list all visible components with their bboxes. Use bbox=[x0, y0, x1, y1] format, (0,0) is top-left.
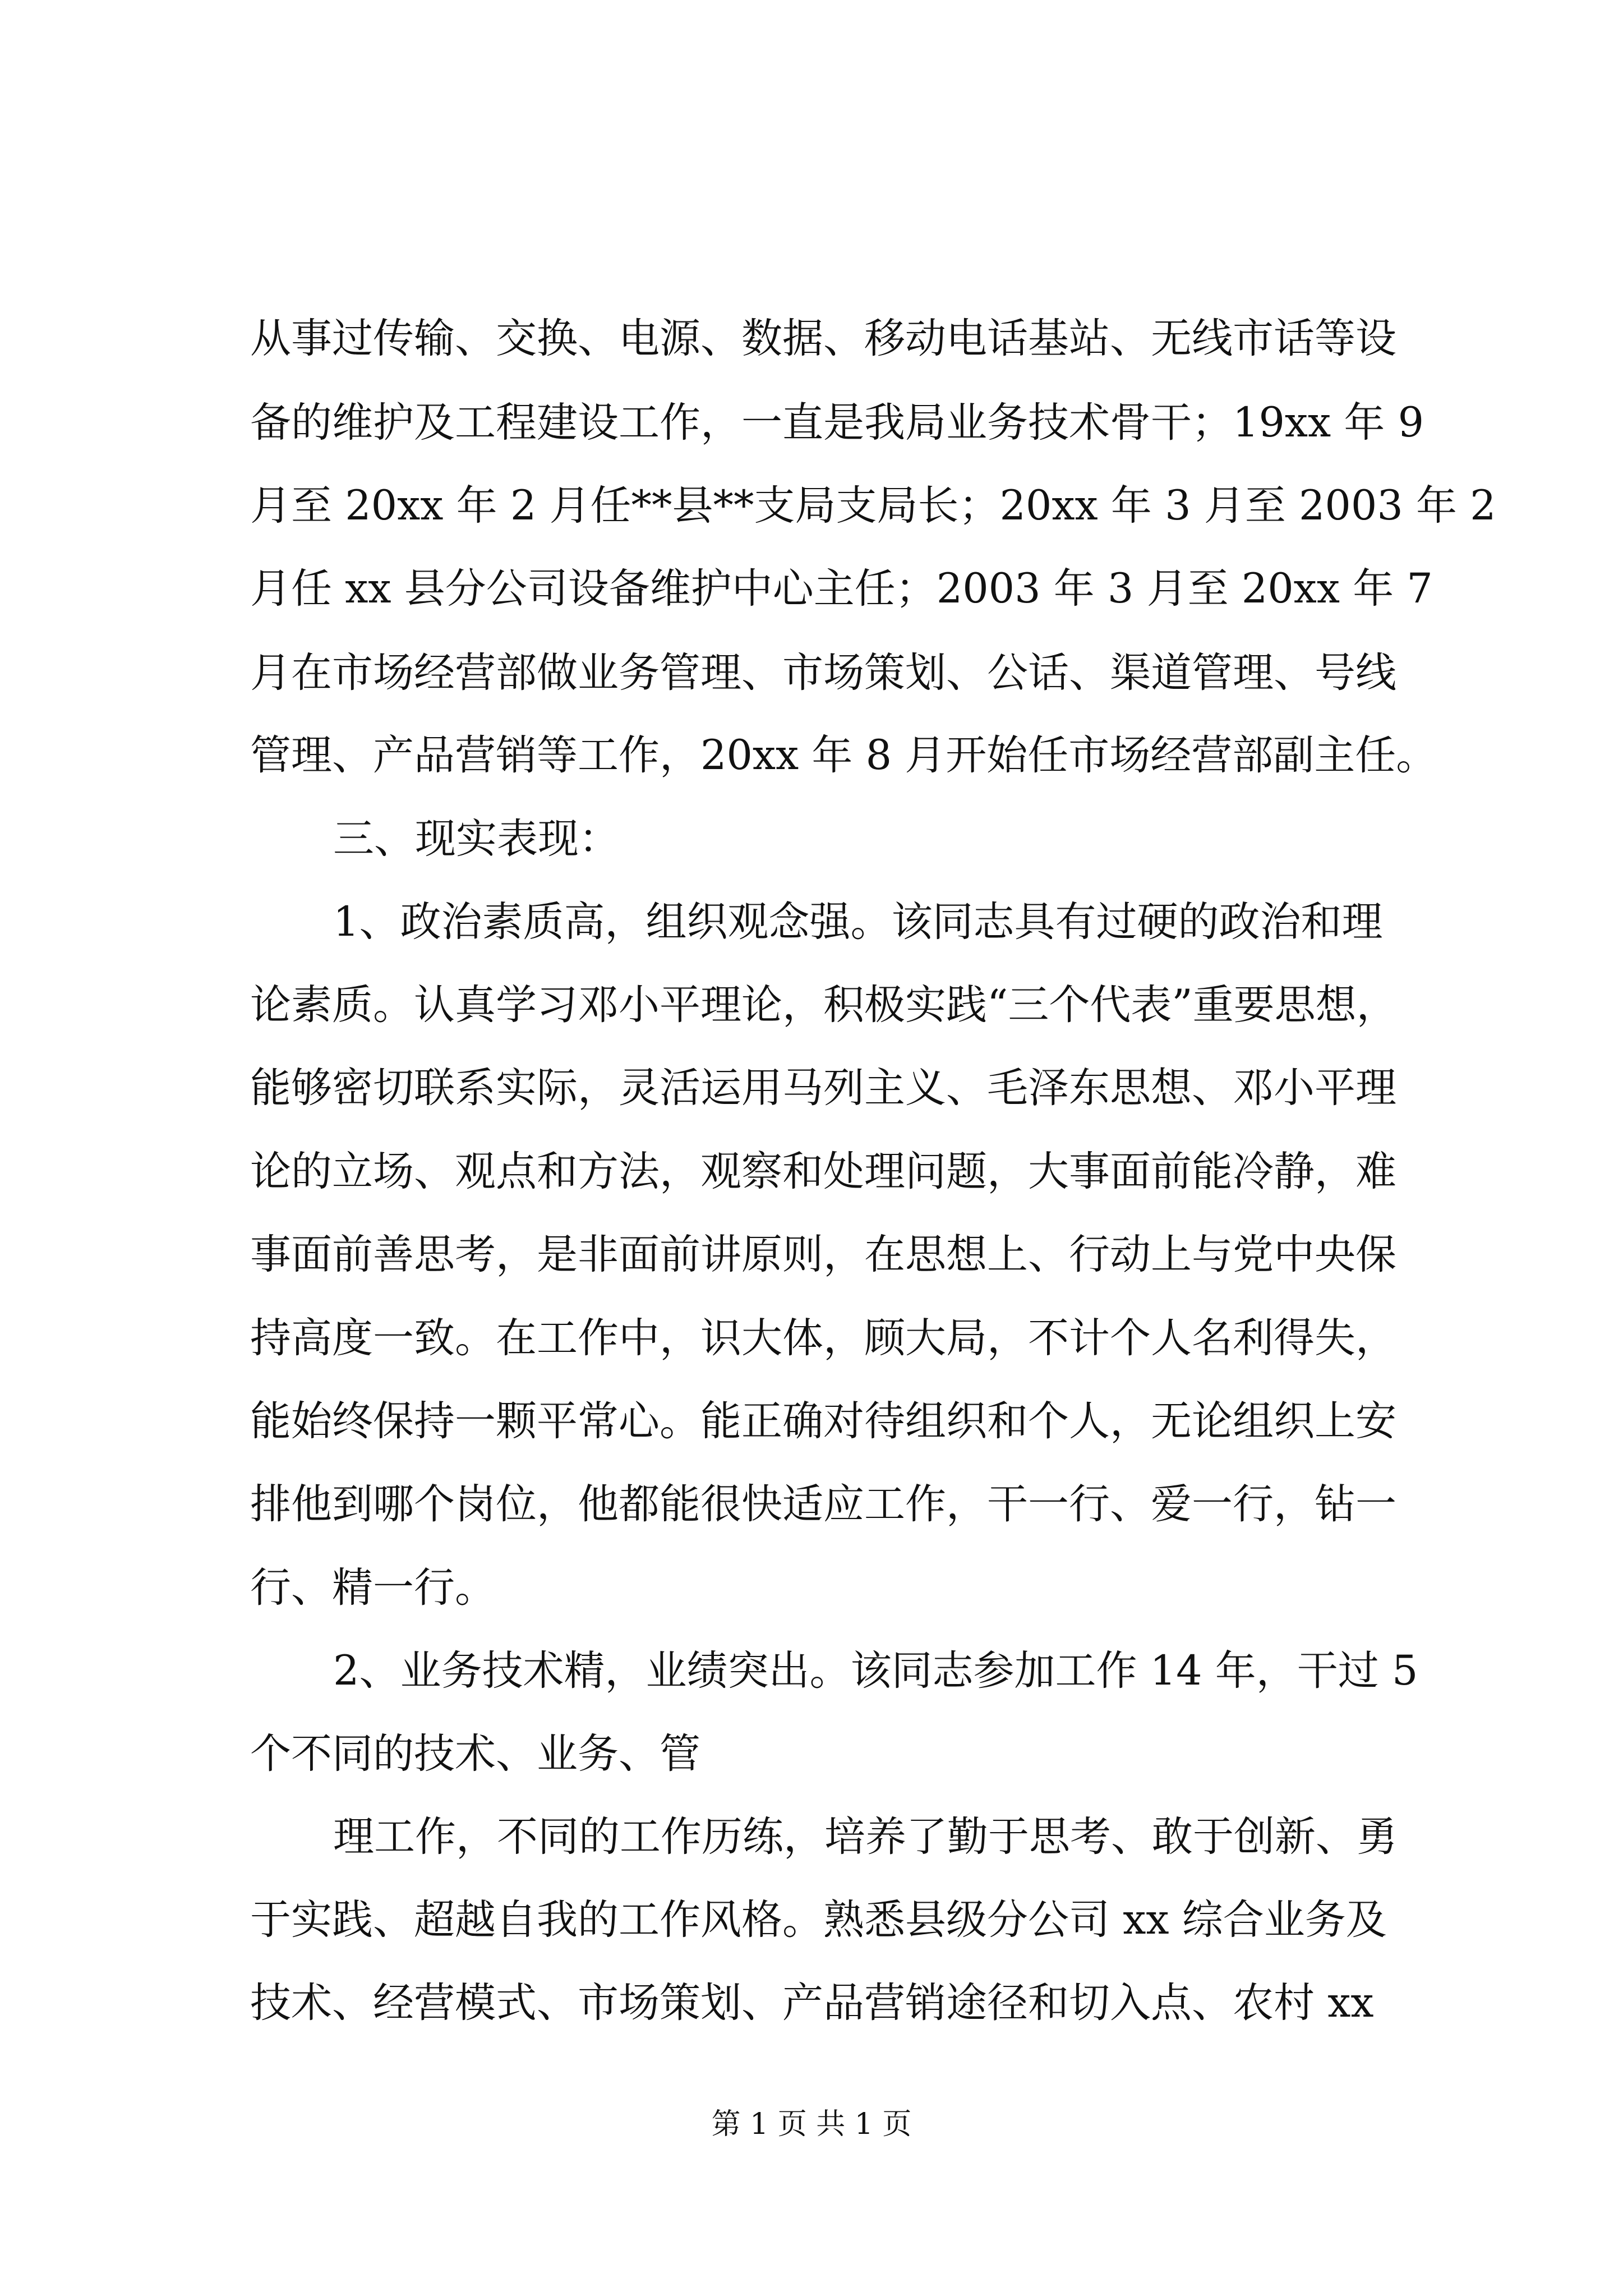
text-line: 管理、产品营销等工作，20xx 年 8 月开始任市场经营部副主任。 bbox=[250, 731, 1437, 779]
text-line: 从事过传输、交换、电源、数据、移动电话基站、无线市话等设 bbox=[250, 315, 1396, 362]
text-line: 持高度一致。在工作中，识大体，顾大局，不计个人名利得失， bbox=[250, 1314, 1396, 1362]
text-line: 事面前善思考，是非面前讲原则，在思想上、行动上与党中央保 bbox=[250, 1231, 1396, 1278]
text-line: 论素质。认真学习邓小平理论，积极实践“三个代表”重要思想， bbox=[250, 981, 1398, 1029]
text-line: 论的立场、观点和方法，观察和处理问题，大事面前能冷静，难 bbox=[250, 1148, 1396, 1195]
text-line: 能始终保持一颗平常心。能正确对待组织和个人，无论组织上安 bbox=[250, 1397, 1396, 1445]
text-line: 月至 20xx 年 2 月任**县**支局支局长；20xx 年 3 月至 2003 年 2 bbox=[250, 482, 1496, 530]
text-line: 于实践、超越自我的工作风格。熟悉县级分公司 xx 综合业务及 bbox=[250, 1896, 1387, 1944]
text-line: 能够密切联系实际，灵活运用马列主义、毛泽东思想、邓小平理 bbox=[250, 1064, 1396, 1112]
paragraph-start: 1、政治素质高，组织观念强。该同志具有过硬的政治和理 bbox=[333, 898, 1383, 946]
text-line: 月任 xx 县分公司设备维护中心主任；2003 年 3 月至 20xx 年 7 bbox=[250, 565, 1433, 613]
paragraph-start: 2、业务技术精，业绩突出。该同志参加工作 14 年，干过 5 bbox=[333, 1647, 1418, 1695]
paragraph-start: 理工作，不同的工作历练，培养了勤于思考、敢于创新、勇 bbox=[333, 1813, 1398, 1861]
text-line: 行、精一行。 bbox=[250, 1564, 496, 1612]
text-line: 技术、经营模式、市场策划、产品营销途径和切入点、农村 xx bbox=[250, 1979, 1374, 2027]
text-line: 排他到哪个岗位，他都能很快适应工作，干一行、爱一行，钻一 bbox=[250, 1480, 1396, 1528]
text-line: 个不同的技术、业务、管 bbox=[250, 1730, 700, 1778]
section-heading: 三、现实表现： bbox=[333, 815, 620, 863]
text-line: 备的维护及工程建设工作，一直是我局业务技术骨干；19xx 年 9 bbox=[250, 399, 1424, 447]
text-line: 月在市场经营部做业务管理、市场策划、公话、渠道管理、号线 bbox=[250, 649, 1396, 697]
page-footer: 第 1 页 共 1 页 bbox=[711, 2108, 912, 2141]
